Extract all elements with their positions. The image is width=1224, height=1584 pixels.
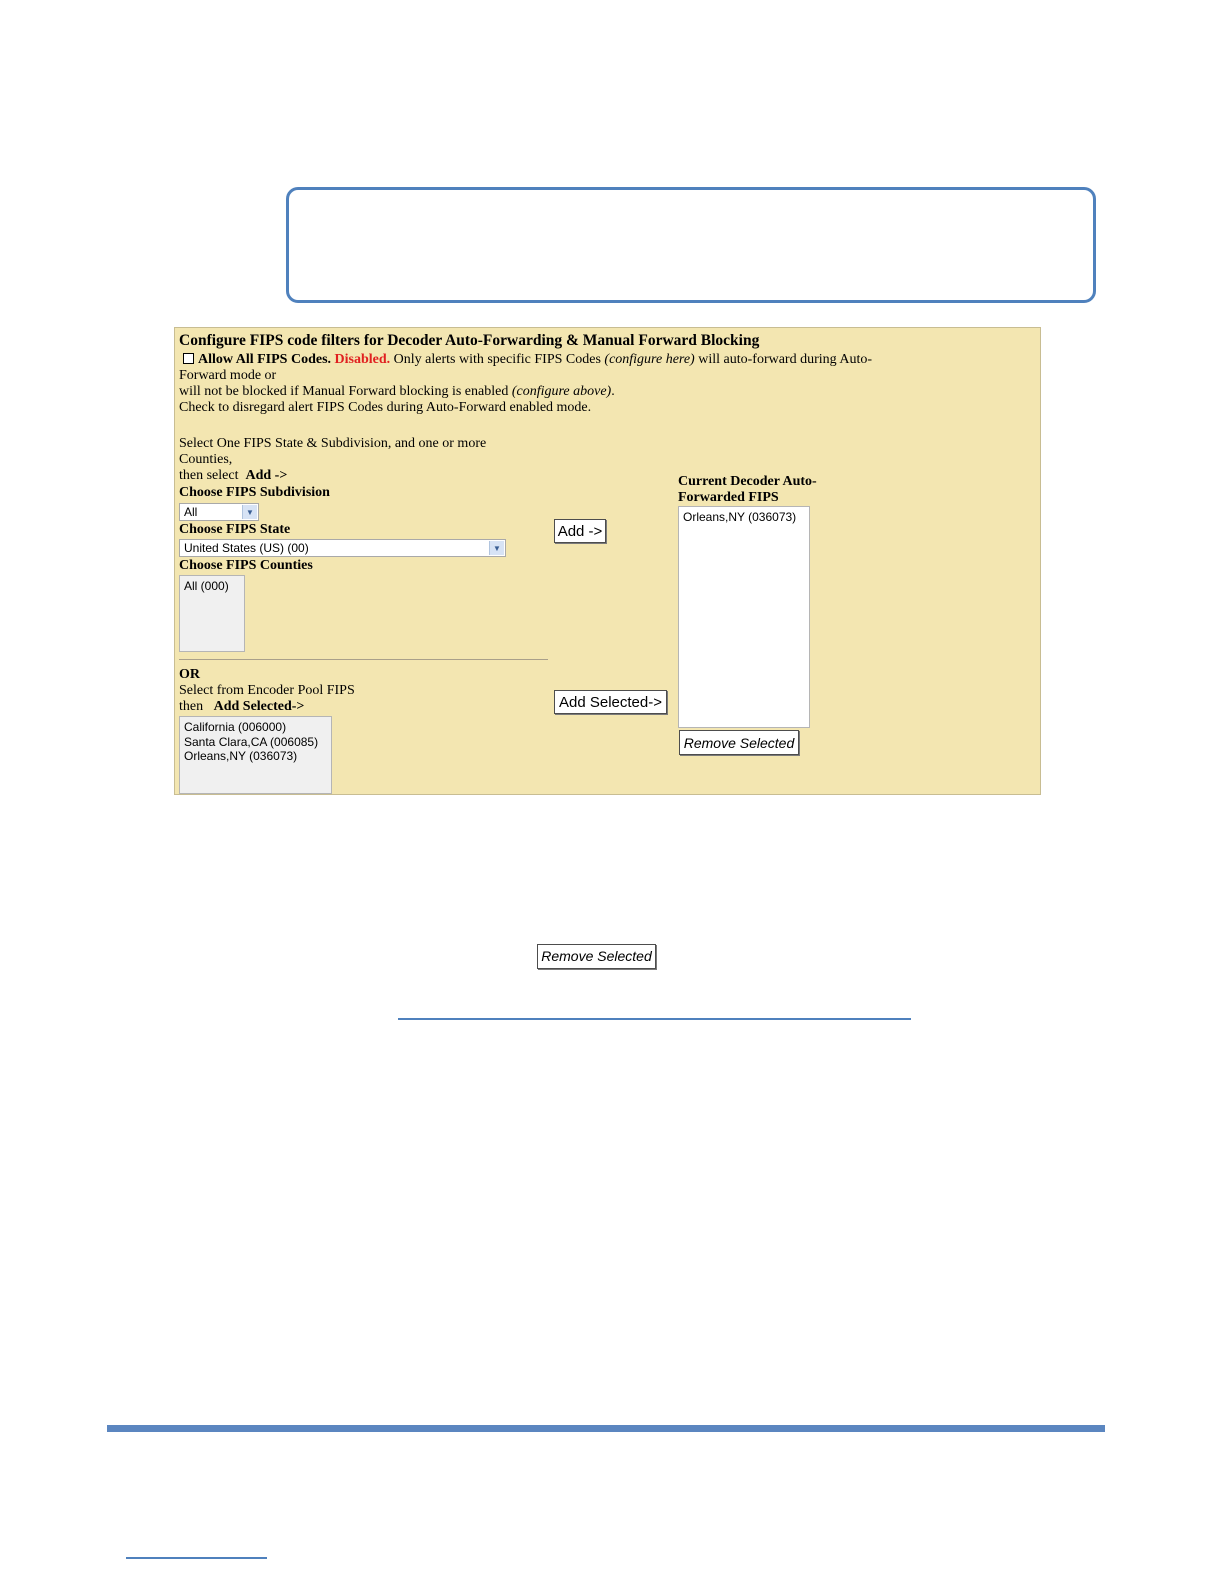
counties-label: Choose FIPS Counties <box>179 558 313 573</box>
allow-all-description <box>179 352 879 416</box>
or-label: OR <box>179 667 200 682</box>
divider-line <box>398 1018 911 1020</box>
desc-line-3: will not be blocked if Manual Forward blocking is enabled <box>179 384 509 399</box>
list-item[interactable]: California (006000) <box>184 720 287 734</box>
counties-listbox[interactable] <box>179 575 245 652</box>
chevron-down-icon[interactable]: ▼ <box>489 541 504 555</box>
desc-line-4: Check to disregard alert FIPS Codes during Auto-Forward enabled mode. <box>179 400 592 415</box>
footer-rule <box>107 1425 1105 1432</box>
list-item[interactable]: Orleans,NY (036073) <box>184 749 298 763</box>
footnote-rule <box>126 1557 267 1559</box>
subdivision-label: Choose FIPS Subdivision <box>179 485 330 500</box>
add-selected-button[interactable]: Add Selected-> <box>554 690 667 714</box>
pool-add: Add Selected-> <box>213 699 305 714</box>
callout-box <box>286 187 1096 303</box>
fips-filter-panel <box>174 327 1041 795</box>
add-button[interactable]: Add -> <box>554 519 606 543</box>
current-forwarded-listbox[interactable] <box>678 506 810 728</box>
divider <box>179 659 548 660</box>
subdivision-value: All <box>184 505 198 519</box>
state-value: United States (US) (00) <box>184 541 309 555</box>
instructions-then: then select <box>179 468 239 483</box>
list-item[interactable]: Orleans,NY (036073) <box>683 510 797 524</box>
desc-line-1: Only alerts with specific FIPS Codes <box>393 352 601 367</box>
list-item[interactable]: Santa Clara,CA (006085) <box>184 734 319 749</box>
configure-here-link[interactable]: (configure here) <box>604 352 695 367</box>
encoder-pool-listbox[interactable] <box>179 716 332 794</box>
desc-line-2: will auto-forward during Auto-Forward mode or <box>179 352 873 383</box>
current-label-line-2: Forwarded FIPS <box>678 490 779 505</box>
allow-all-label: Allow All FIPS Codes. <box>198 352 332 367</box>
desc-line-3-end: . <box>611 384 615 399</box>
pool-instructions <box>179 699 304 715</box>
pool-label: Select from Encoder Pool FIPS <box>179 683 355 698</box>
status-disabled: Disabled. <box>334 352 391 367</box>
instructions-add: Add -> <box>245 468 288 483</box>
pool-then: then <box>179 699 204 714</box>
allow-all-checkbox[interactable] <box>183 353 194 364</box>
current-label-line-1: Current Decoder Auto- <box>678 474 817 489</box>
remove-selected-button[interactable]: Remove Selected <box>679 730 799 755</box>
list-item[interactable]: All (000) <box>184 579 229 593</box>
chevron-down-icon[interactable]: ▼ <box>242 505 257 519</box>
instructions <box>179 436 509 484</box>
panel-title: Configure FIPS code filters for Decoder Auto-Forwarding & Manual Forward Blocking <box>179 332 760 349</box>
instructions-line-1: Select One FIPS State & Subdivision, and one or more Counties, <box>179 436 487 467</box>
subdivision-select[interactable] <box>179 503 259 521</box>
configure-above-link[interactable]: (configure above) <box>511 384 612 399</box>
state-select[interactable] <box>179 539 506 557</box>
state-label: Choose FIPS State <box>179 522 291 537</box>
current-forwarded-label <box>678 474 817 506</box>
remove-selected-button[interactable]: Remove Selected <box>537 944 656 969</box>
